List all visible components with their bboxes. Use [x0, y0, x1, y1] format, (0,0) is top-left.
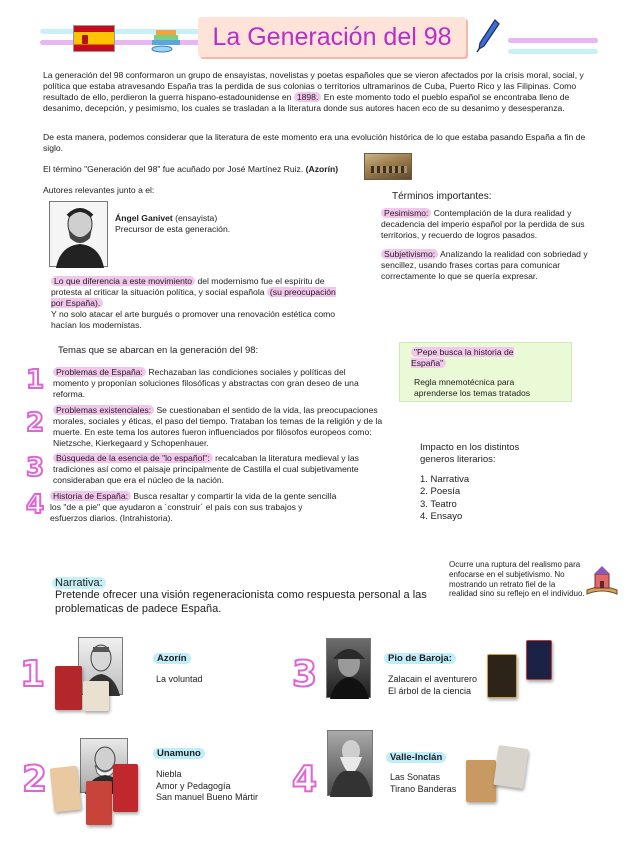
narrative-label: Narrativa: [52, 576, 106, 590]
intro-paragraph-2: De esta manera, podemos considerar que la literatura de este momento era una evolución histórica de lo que estaba pasando España a fin de siglo. [43, 132, 586, 153]
author-number-3: 3 [292, 654, 318, 695]
author-works-unamuno: Niebla Amor y Pedagogía San manuel Bueno Mártir [156, 769, 259, 803]
theme-item-3: Búsqueda de la esencia de "lo español": recalcaban la literatura medieval y las tradiciones así como el paisaje principalmente de Castilla el cual subjetivamente consideraban que era el núcleo de la nación. [53, 453, 359, 485]
year-highlight: 1898. [294, 92, 322, 102]
book-cover [83, 681, 109, 711]
theme-item-2: Problemas existenciales: Se cuestionaban el sentido de la vida, las preocupaciones morales, sociales y éticas, el paso del tiempo. Trataban los temas de la religión y de la muerte. En este tema los autores fueron influenciados por filósofos europeos como: Nietzsche, Kierkegaard y Schopenhauer. [53, 405, 383, 448]
author-name-baroja: Pio de Baroja: [384, 653, 456, 665]
impact-item: 3. Teatro [420, 498, 457, 510]
mnemonic-text: Regla mnemotécnica para aprenderse los temas tratados [414, 377, 531, 398]
author-name-unamuno: Unamuno [153, 748, 205, 760]
term-pesimismo: Pesimismo: Contemplación de la dura realidad y decadencia del imperio español por la perdida de sus territorios, y recuerdo de logros pasados. [381, 208, 585, 240]
book-cover [86, 781, 112, 825]
themes-title: Temas que se abarcan en la generación del 98: [58, 345, 259, 356]
author-name-azorin: Azorín [153, 653, 191, 665]
book-cover [526, 640, 552, 680]
difference-paragraph: Lo que diferencia a este movimiento del modernismo fue el espíritu de protesta al criticar la situación política, y social española (su preocupación por España). Y no solo atacar el arte burgués o promover una renovación estética como hacían los modernistas. [51, 276, 336, 330]
theme-number-1: 1 [26, 365, 45, 395]
author-works-azorin: La voluntad [156, 674, 203, 684]
castle-book-icon [585, 564, 619, 598]
ganivet-name: Ángel Ganivet [115, 213, 173, 223]
book-cover [466, 760, 496, 802]
header-bar [508, 49, 598, 54]
narrative-side-note: Ocurre una ruptura del realismo para enfocarse en el subjetivismo. No mostrando un retrato fiel de la realidad sino su reflejo en el individuo. [449, 560, 585, 599]
impact-item: 1. Narrativa [420, 474, 470, 485]
painting-thumbnail [364, 153, 412, 180]
author-works-valle-inclan: Las Sonatas Tirano Banderas [390, 772, 457, 794]
baroja-portrait [326, 638, 371, 698]
book-cover [55, 666, 82, 710]
author-number-2: 2 [22, 759, 48, 800]
books-icon [150, 24, 184, 54]
ganivet-portrait [49, 201, 108, 267]
theme-item-4: Historia de España: Busca resaltar y compartir la vida de la gente sencilla los "de a pie" que ayudaron a ´construir´ el país con sus trabajos y esfuerzos diarios. (Intrahistoria). [50, 491, 337, 523]
valle-inclan-portrait [327, 730, 373, 796]
narrative-text: Pretende ofrecer una visión regeneracionista como respuesta personal a las problematicas de padece España. [55, 589, 427, 615]
theme-number-4: 4 [26, 490, 45, 520]
mnemonic-box [399, 342, 572, 402]
theme-item-1: Problemas de España: Rechazaban las condiciones sociales y políticas del momento y proponían soluciones filosóficas y abstractas con gran deseo de una reforma. [53, 367, 359, 399]
page-title: La Generación del 98 [212, 23, 452, 51]
relevant-authors-label: Autores relevantes junto a el: [43, 185, 155, 195]
page-title-box [198, 17, 466, 57]
theme-number-3: 3 [26, 453, 45, 483]
author-works-baroja: Zalacain el aventurero El árbol de la ciencia [388, 674, 478, 696]
author-number-4: 4 [292, 759, 318, 800]
spain-flag-icon [73, 25, 115, 52]
intro-paragraph-1: La generación del 98 conformaron un grupo de ensayistas, novelistas y poetas españoles que se vieron afectados por la crisis moral, social, y política que estaba atravesando España tras la perdida de sus colonias o territorios ultramarinos de Cuba, Puerto Rico y las Filipinas. Como resultado de ello, perdieron la guerra hispano-estadounidense en 1898. En este momento todo el pueblo español se encontraba lleno de desanimo, decepción, y pesimismo, los cuales se trasladan a la literatura donde sus autores hacen eco de su desanimo y desesperanza. [43, 70, 584, 113]
intro-paragraph-3: El término "Generación del 98" fue acuñado por José Martínez Ruiz. (Azorín) [43, 164, 339, 174]
impact-item: 2. Poesía [420, 486, 461, 498]
book-cover [50, 766, 81, 813]
theme-number-2: 2 [26, 408, 45, 438]
book-cover [493, 745, 528, 789]
terms-title: Términos importantes: [392, 191, 492, 202]
book-cover [487, 654, 517, 698]
term-subjetivismo: Subjetivismo: Analizando la realidad con sobriedad y sencillez, usando frases cortas para comunicar correctamente lo que se quería expresar. [381, 249, 588, 281]
impact-item: 4. Ensayo [420, 511, 463, 523]
impact-list [420, 474, 469, 523]
author-number-1: 1 [20, 654, 46, 695]
mnemonic-phrase: "Pepe busca la historia de España" [411, 347, 514, 368]
ganivet-description: Precursor de esta generación. [115, 224, 231, 234]
impact-title: Impacto en los distintos generos literarios: [420, 442, 520, 466]
header-bar [508, 38, 598, 43]
ganivet-info: Ángel Ganivet (ensayista) Precursor de esta generación. [115, 213, 231, 234]
author-name-valle-inclan: Valle-Inclán [386, 752, 446, 764]
pen-icon [475, 18, 501, 54]
book-cover [113, 764, 138, 812]
